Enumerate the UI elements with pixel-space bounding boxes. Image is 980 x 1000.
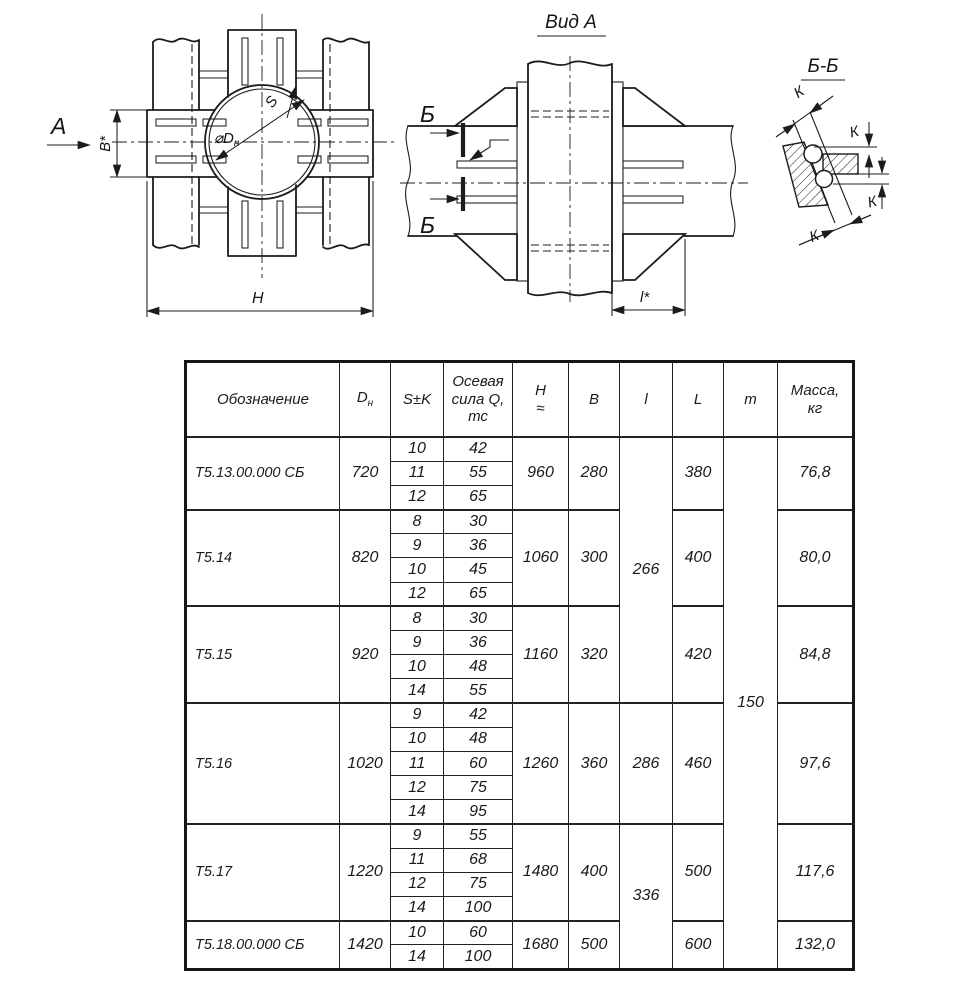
h-cell: 1480 bbox=[513, 824, 569, 921]
s-cell: 11 bbox=[391, 461, 444, 485]
s-cell: 10 bbox=[391, 655, 444, 679]
q-cell: 65 bbox=[444, 485, 513, 509]
mass-cell: 76,8 bbox=[778, 437, 854, 510]
q-cell: 100 bbox=[444, 897, 513, 921]
mass-cell: 84,8 bbox=[778, 606, 854, 703]
q-cell: 42 bbox=[444, 437, 513, 461]
l-cell: 336 bbox=[620, 824, 673, 969]
s-cell: 14 bbox=[391, 679, 444, 703]
designation-cell: Т5.17 bbox=[186, 824, 340, 921]
l-cell: 266 bbox=[620, 437, 673, 703]
q-cell: 36 bbox=[444, 534, 513, 558]
col-q: Осевая сила Q, тс bbox=[444, 362, 513, 438]
s-cell: 9 bbox=[391, 534, 444, 558]
b-cell: 500 bbox=[569, 921, 620, 969]
b-cell: 400 bbox=[569, 824, 620, 921]
b-cell: 300 bbox=[569, 510, 620, 607]
L-cell: 400 bbox=[673, 510, 724, 607]
h-cell: 1260 bbox=[513, 703, 569, 824]
q-cell: 100 bbox=[444, 945, 513, 969]
section-bb-title: Б-Б bbox=[807, 56, 839, 77]
h-dim-label: H bbox=[252, 290, 264, 307]
q-cell: 75 bbox=[444, 872, 513, 896]
s-cell: 14 bbox=[391, 945, 444, 969]
s-cell: 9 bbox=[391, 703, 444, 727]
q-cell: 30 bbox=[444, 606, 513, 630]
h-cell: 1680 bbox=[513, 921, 569, 969]
q-cell: 45 bbox=[444, 558, 513, 582]
q-cell: 60 bbox=[444, 921, 513, 945]
d-cell: 1420 bbox=[340, 921, 391, 969]
diameter-label: $⌀D_н$ bbox=[214, 130, 240, 149]
designation-cell: Т5.16 bbox=[186, 703, 340, 824]
s-cell: 10 bbox=[391, 921, 444, 945]
l-cell: 286 bbox=[620, 703, 673, 824]
col-sk: S±K bbox=[391, 362, 444, 438]
s-cell: 11 bbox=[391, 848, 444, 872]
view-a-title: Вид А bbox=[545, 12, 597, 33]
designation-cell: Т5.18.00.000 СБ bbox=[186, 921, 340, 969]
s-cell: 8 bbox=[391, 606, 444, 630]
q-cell: 55 bbox=[444, 824, 513, 848]
col-l-small: l bbox=[620, 362, 673, 438]
h-cell: 960 bbox=[513, 437, 569, 510]
L-cell: 420 bbox=[673, 606, 724, 703]
L-cell: 600 bbox=[673, 921, 724, 969]
h-cell: 1160 bbox=[513, 606, 569, 703]
k-label-top: К bbox=[790, 82, 808, 102]
q-cell: 48 bbox=[444, 727, 513, 751]
s-cell: 14 bbox=[391, 897, 444, 921]
s-cell: 10 bbox=[391, 558, 444, 582]
L-cell: 500 bbox=[673, 824, 724, 921]
q-cell: 55 bbox=[444, 461, 513, 485]
parameter-table bbox=[184, 360, 855, 971]
view-arrow-label: А bbox=[51, 113, 67, 139]
col-h: H ≈ bbox=[513, 362, 569, 438]
front-view bbox=[47, 14, 398, 317]
d-cell: 1220 bbox=[340, 824, 391, 921]
k-label-bottom: К bbox=[807, 226, 822, 246]
mass-cell: 97,6 bbox=[778, 703, 854, 824]
k-label-right-lower: К bbox=[865, 192, 879, 212]
q-cell: 75 bbox=[444, 776, 513, 800]
s-cell: 14 bbox=[391, 800, 444, 824]
b-cell: 360 bbox=[569, 703, 620, 824]
designation-cell: Т5.13.00.000 СБ bbox=[186, 437, 340, 510]
q-cell: 36 bbox=[444, 631, 513, 655]
s-cell: 12 bbox=[391, 582, 444, 606]
q-cell: 48 bbox=[444, 655, 513, 679]
col-mass: Масса, кг bbox=[778, 362, 854, 438]
col-b: B bbox=[569, 362, 620, 438]
col-d: $D_н$ bbox=[340, 362, 391, 438]
s-cell: 11 bbox=[391, 751, 444, 775]
table-header-row bbox=[186, 362, 854, 438]
s-cell: 10 bbox=[391, 437, 444, 461]
q-cell: 30 bbox=[444, 510, 513, 534]
designation-cell: Т5.14 bbox=[186, 510, 340, 607]
b-dim-label: B* bbox=[97, 136, 114, 152]
s-cell: 9 bbox=[391, 824, 444, 848]
m-cell: 150 bbox=[724, 437, 778, 969]
s-cell: 12 bbox=[391, 776, 444, 800]
d-cell: 1020 bbox=[340, 703, 391, 824]
b-cell: 280 bbox=[569, 437, 620, 510]
s-cell: 8 bbox=[391, 510, 444, 534]
spec-table bbox=[184, 360, 855, 971]
d-cell: 920 bbox=[340, 606, 391, 703]
q-cell: 42 bbox=[444, 703, 513, 727]
mass-cell: 132,0 bbox=[778, 921, 854, 969]
q-cell: 55 bbox=[444, 679, 513, 703]
q-cell: 68 bbox=[444, 848, 513, 872]
mass-cell: 117,6 bbox=[778, 824, 854, 921]
L-cell: 460 bbox=[673, 703, 724, 824]
q-cell: 65 bbox=[444, 582, 513, 606]
designation-cell: Т5.15 bbox=[186, 606, 340, 703]
col-designation: Обозначение bbox=[186, 362, 340, 438]
q-cell: 95 bbox=[444, 800, 513, 824]
s-cell: 12 bbox=[391, 872, 444, 896]
s-label: S bbox=[261, 93, 282, 112]
section-bb bbox=[776, 56, 889, 246]
s-cell: 10 bbox=[391, 727, 444, 751]
d-cell: 820 bbox=[340, 510, 391, 607]
q-cell: 60 bbox=[444, 751, 513, 775]
mass-cell: 80,0 bbox=[778, 510, 854, 607]
section-letter-bottom: Б bbox=[420, 212, 435, 238]
section-letter-top: Б bbox=[420, 101, 435, 127]
table-body bbox=[186, 437, 854, 969]
s-cell: 9 bbox=[391, 631, 444, 655]
s-cell: 12 bbox=[391, 485, 444, 509]
view-a bbox=[400, 12, 748, 316]
table-row bbox=[186, 437, 854, 461]
col-m: m bbox=[724, 362, 778, 438]
d-cell: 720 bbox=[340, 437, 391, 510]
L-cell: 380 bbox=[673, 437, 724, 510]
b-cell: 320 bbox=[569, 606, 620, 703]
l-dim-label: l* bbox=[640, 289, 650, 306]
col-l-big: L bbox=[673, 362, 724, 438]
h-cell: 1060 bbox=[513, 510, 569, 607]
engineering-drawing bbox=[0, 0, 980, 350]
k-label-right-upper: К bbox=[847, 122, 861, 142]
